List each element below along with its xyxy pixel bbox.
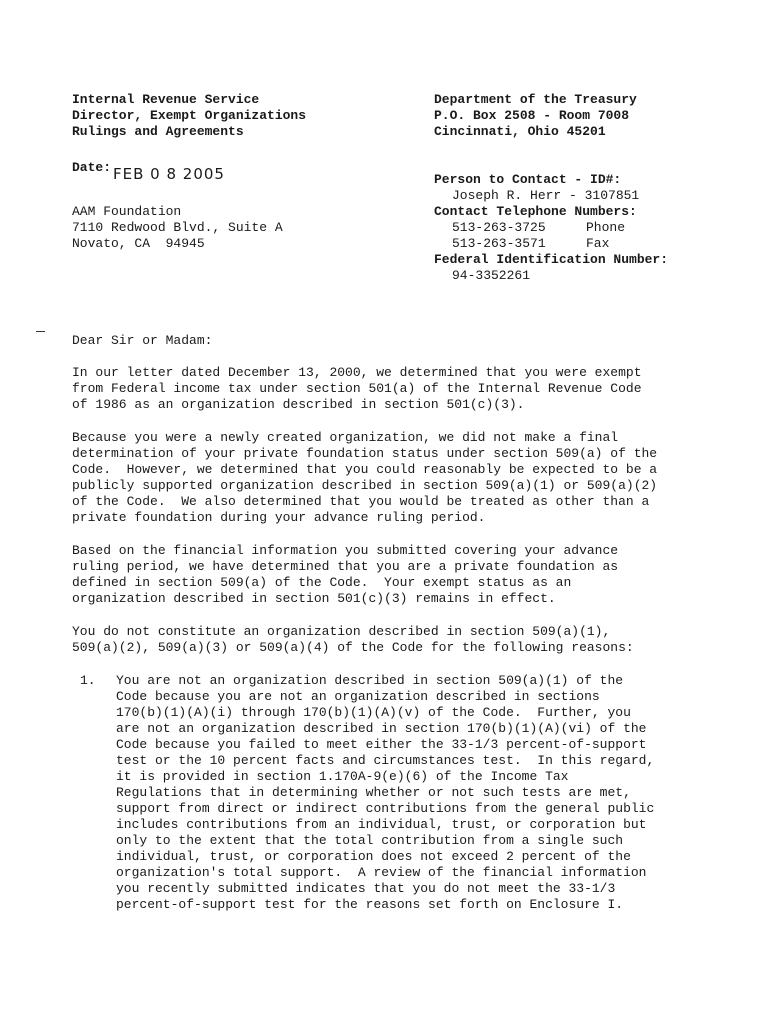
date-label: Date: [72, 160, 112, 175]
paragraph-line: of 1986 as an organization described in section 501(c)(3). [72, 397, 525, 412]
body-paragraph [72, 430, 657, 526]
fax-type: Fax [586, 236, 610, 251]
department-line: Cincinnati, Ohio 45201 [434, 124, 606, 139]
paragraph-line: publicly supported organization described in section 509(a)(1) or 509(a)(2) [72, 478, 658, 493]
paragraph-line: Code. However, we determined that you could reasonably be expected to be a [72, 462, 658, 477]
paragraph-line: from Federal income tax under section 501(a) of the Internal Revenue Code [72, 381, 642, 396]
list-item-line: organization's total support. A review of the financial information [116, 865, 647, 880]
paragraph-line: ruling period, we have determined that you are a private foundation as [72, 559, 619, 574]
paragraph-line: You do not constitute an organization described in section 509(a)(1), [72, 624, 611, 639]
contact-block [434, 172, 668, 284]
list-item-line: it is provided in section 1.170A-9(e)(6) of the Income Tax [116, 769, 569, 784]
paragraph-line: determination of your private foundation status under section 509(a) of the [72, 446, 658, 461]
fax-row [434, 236, 668, 252]
sender-block [72, 92, 306, 140]
list-item-line: includes contributions from an individual, trust, or corporation but [116, 817, 647, 832]
recipient-line: 7110 Redwood Blvd., Suite A [72, 220, 283, 235]
list-item [116, 673, 654, 913]
list-item-line: Code because you failed to meet either the 33-1/3 percent-of-support [116, 737, 647, 752]
list-item-line: individual, trust, or corporation does not exceed 2 percent of the [116, 849, 631, 864]
list-item-line: you recently submitted indicates that you do not meet the 33-1/3 [116, 881, 616, 896]
phone-type: Phone [586, 220, 626, 235]
list-item-line: You are not an organization described in section 509(a)(1) of the [116, 673, 624, 688]
paragraph-line: Based on the financial information you submitted covering your advance [72, 543, 619, 558]
contact-phone-label: Contact Telephone Numbers: [434, 204, 637, 219]
recipient-line: Novato, CA 94945 [72, 236, 205, 251]
body-paragraph [72, 624, 634, 656]
person-to-contact-value: Joseph R. Herr - 3107851 [452, 188, 640, 203]
sender-line: Internal Revenue Service [72, 92, 260, 107]
paragraph-line: organization described in section 501(c)(3) remains in effect. [72, 591, 556, 606]
fax-number: 513-263-3571 [452, 236, 546, 251]
person-to-contact-label: Person to Contact - ID#: [434, 172, 622, 187]
recipient-line: AAM Foundation [72, 204, 182, 219]
date-stamp: FEB 0 8 2005 [113, 165, 225, 183]
department-line: P.O. Box 2508 - Room 7008 [434, 108, 630, 123]
list-item-number: 1. [80, 673, 96, 688]
department-block [434, 92, 637, 140]
list-item-line: are not an organization described in section 170(b)(1)(A)(vi) of the [116, 721, 647, 736]
fein-label: Federal Identification Number: [434, 252, 669, 267]
paragraph-line: 509(a)(2), 509(a)(3) or 509(a)(4) of the Code for the following reasons: [72, 640, 634, 655]
recipient-address [72, 204, 283, 252]
list-item-line: support from direct or indirect contributions from the general public [116, 801, 655, 816]
paragraph-line: Because you were a newly created organization, we did not make a final [72, 430, 619, 445]
body-paragraph [72, 365, 642, 413]
salutation: Dear Sir or Madam: [72, 333, 213, 348]
margin-mark [36, 331, 45, 332]
department-line: Department of the Treasury [434, 92, 637, 107]
fein-value: 94-3352261 [452, 268, 531, 283]
paragraph-line: private foundation during your advance ruling period. [72, 510, 486, 525]
paragraph-line: defined in section 509(a) of the Code. Your exempt status as an [72, 575, 572, 590]
list-item-line: 170(b)(1)(A)(i) through 170(b)(1)(A)(v) of the Code. Further, you [116, 705, 631, 720]
list-item-line: percent-of-support test for the reasons set forth on Enclosure I. [116, 897, 624, 912]
list-item-line: only to the extent that the total contribution from a single such [116, 833, 624, 848]
date-block [72, 158, 225, 183]
body-paragraph [72, 543, 618, 607]
phone-number: 513-263-3725 [452, 220, 546, 235]
list-item-line: test or the 10 percent facts and circumstances test. In this regard, [116, 753, 655, 768]
phone-row [434, 220, 668, 236]
list-item-line: Code because you are not an organization described in sections [116, 689, 600, 704]
paragraph-line: of the Code. We also determined that you would be treated as other than a [72, 494, 650, 509]
sender-line: Director, Exempt Organizations [72, 108, 307, 123]
list-item-line: Regulations that in determining whether or not such tests are met, [116, 785, 631, 800]
sender-line: Rulings and Agreements [72, 124, 244, 139]
paragraph-line: In our letter dated December 13, 2000, we determined that you were exempt [72, 365, 642, 380]
